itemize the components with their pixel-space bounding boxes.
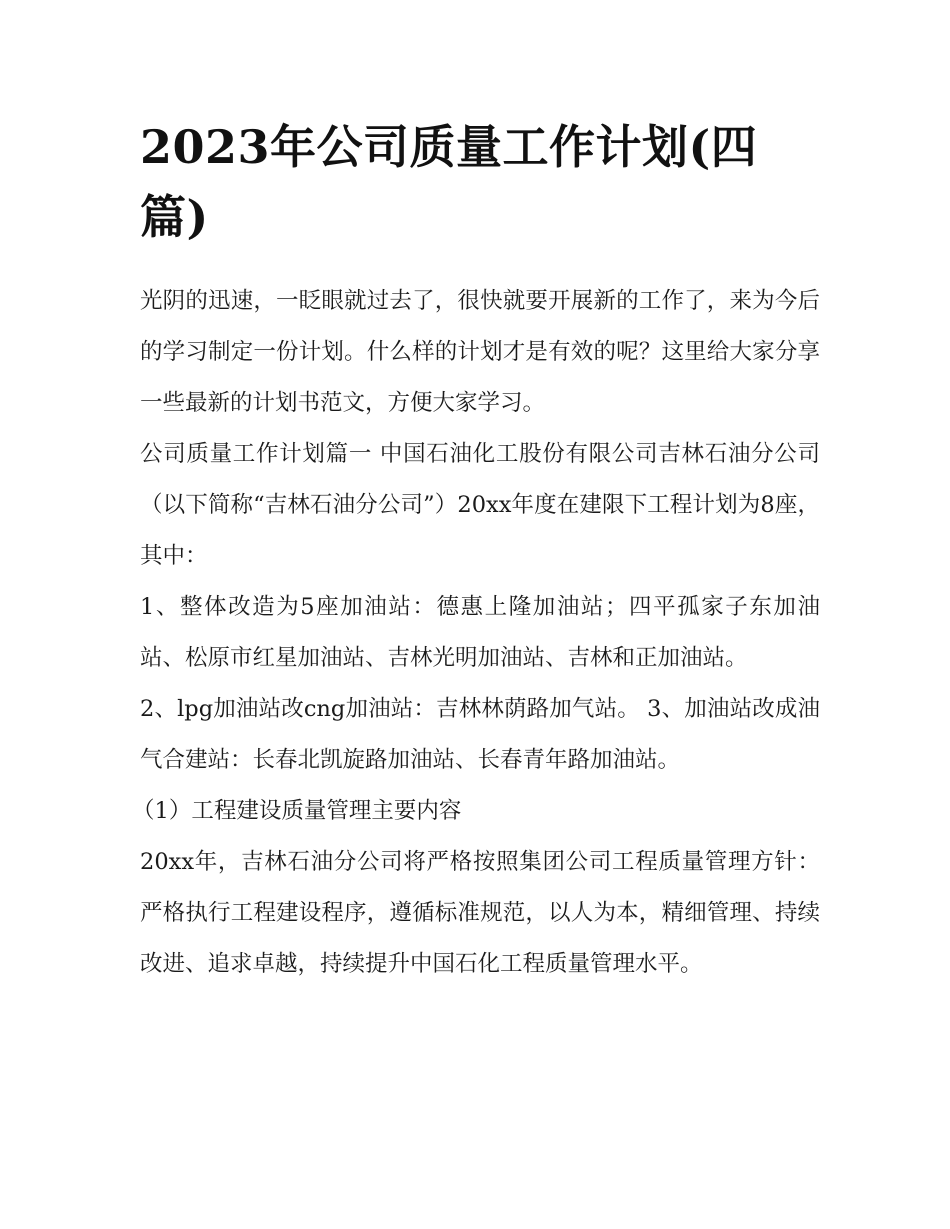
paragraph-quality-policy: 20xx年，吉林石油分公司将严格按照集团公司工程质量管理方针：严格执行工程建设程序，遵循标准规范，以人为本，精细管理、持续改进、追求卓越，持续提升中国石化工程质量管理水平。 xyxy=(140,849,820,977)
paragraph-item-1: 1、整体改造为5座加油站：德惠上隆加油站；四平孤家子东加油站、松原市红星加油站、吉林光明加油站、吉林和正加油站。 xyxy=(140,594,820,671)
document-body xyxy=(132,112,820,990)
paragraph-item-2-3: 2、lpg加油站改cng加油站：吉林林荫路加气站。 3、加油站改成油气合建站：长春北凯旋路加油站、长春青年路加油站。 xyxy=(140,696,820,773)
paragraph-intro: 光阴的迅速，一眨眼就过去了，很快就要开展新的工作了，来为今后的学习制定一份计划。什么样的计划才是有效的呢？这里给大家分享一些最新的计划书范文，方便大家学习。 xyxy=(140,288,820,416)
section-heading: （1）工程建设质量管理主要内容 xyxy=(132,798,462,824)
document-title: 2023年公司质量工作计划(四篇) xyxy=(140,120,758,244)
paragraph-plan-one: 公司质量工作计划篇一 中国石油化工股份有限公司吉林石油分公司（以下简称“吉林石油分公司”）20xx年度在建限下工程计划为8座，其中： xyxy=(140,441,820,569)
